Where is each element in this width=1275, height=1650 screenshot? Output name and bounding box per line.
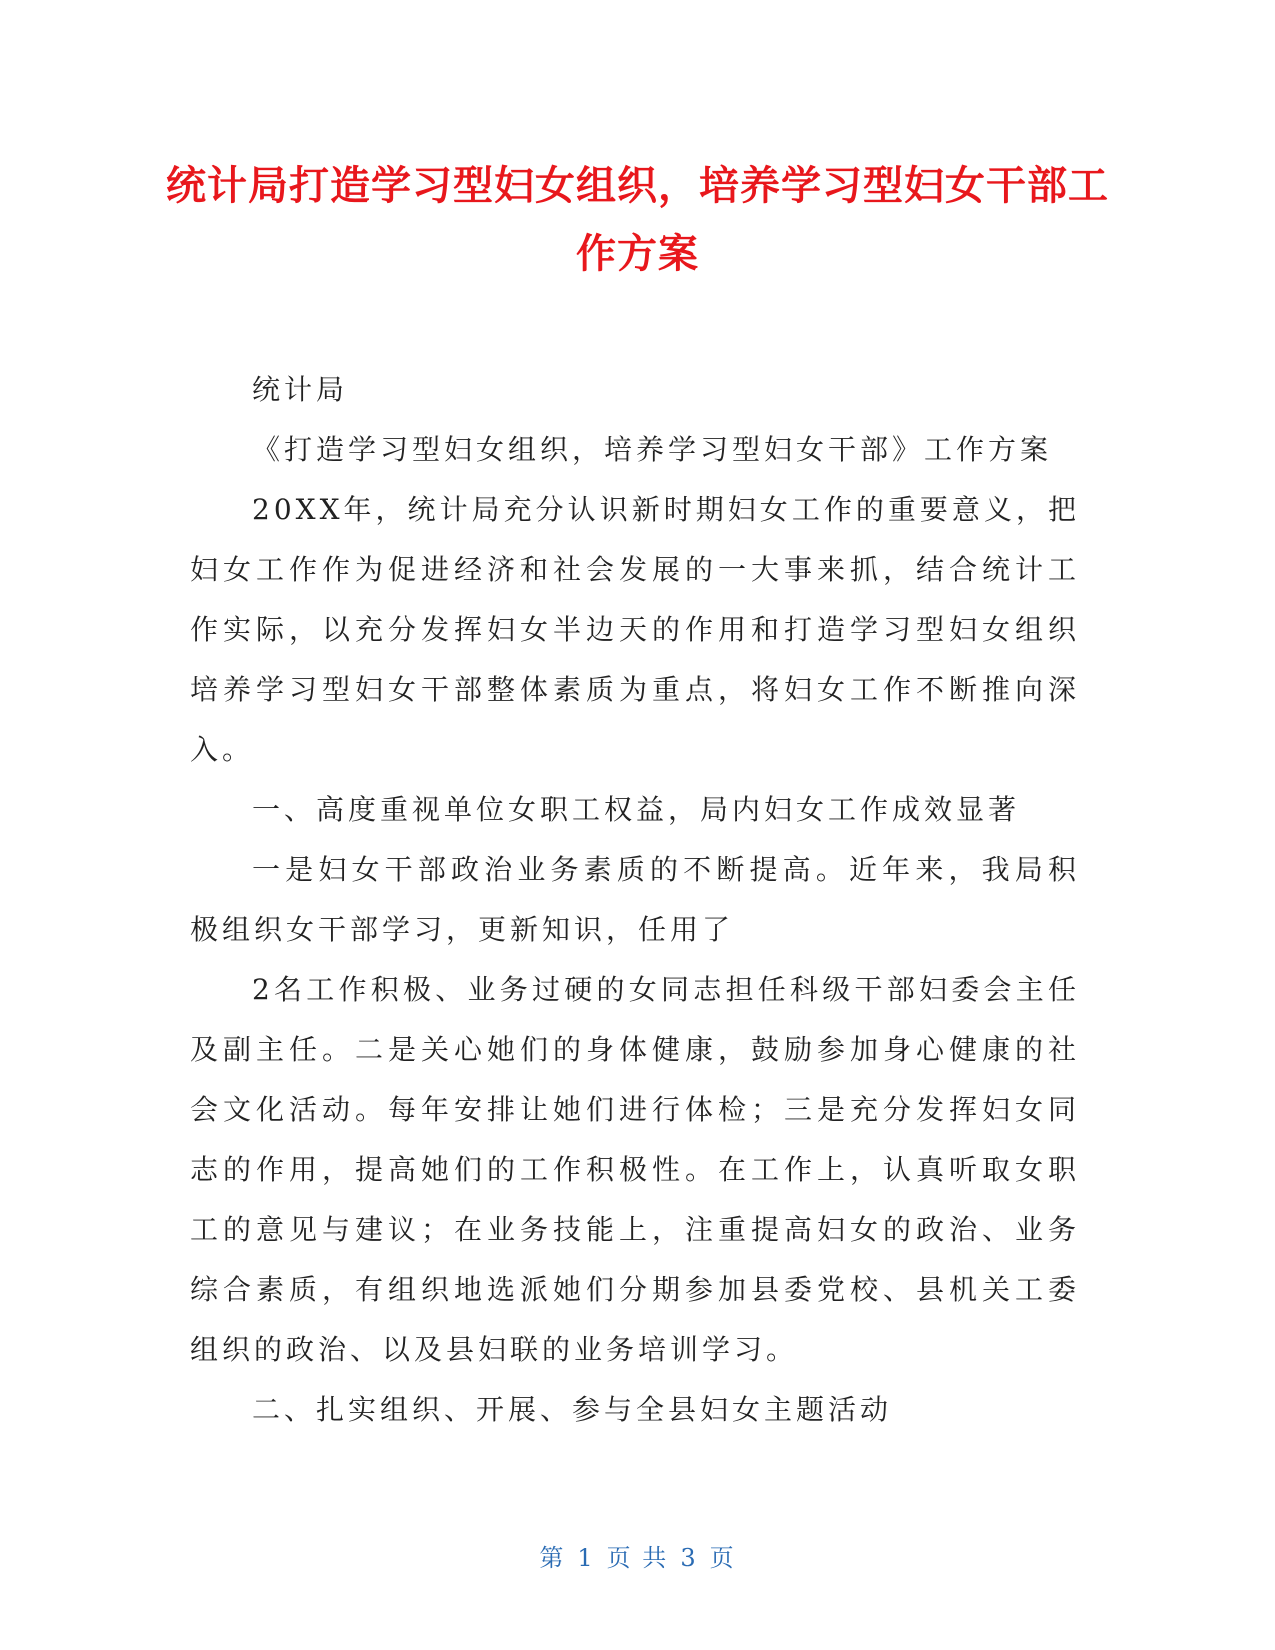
- footer-total-pages: 3: [680, 1544, 698, 1572]
- section-heading-2: 二、扎实组织、开展、参与全县妇女主题活动: [252, 1393, 893, 1426]
- footer-page-prefix: 第: [539, 1544, 566, 1572]
- paragraph-organization: 统计局: [252, 373, 349, 406]
- paragraph-point-1-continued: 2名工作积极、业务过硬的女同志担任科级干部妇委会主任及副主任。二是关心她们的身体健康，鼓励参加身心健康的社会文化活动。每年安排让她们进行体检；三是充分发挥妇女同志的作用，提高她们的工作积极性。在工作上，认真听取女职工的意见与建议；在业务技能上，注重提高妇女的政治、业务综合素质，有组织地选派她们分期参加县委党校、县机关工委组织的政治、以及县妇联的业务培训学习。: [190, 973, 1080, 1366]
- section-heading-1: 一、高度重视单位女职工权益，局内妇女工作成效显著: [252, 793, 1021, 826]
- document-title: 统计局打造学习型妇女组织，培养学习型妇女干部工作方案: [166, 163, 1109, 277]
- paragraph-plan-name: 《打造学习型妇女组织，培养学习型妇女干部》工作方案: [252, 433, 1053, 466]
- paragraph-point-1: 一是妇女干部政治业务素质的不断提高。近年来，我局积极组织女干部学习，更新知识，任用了: [190, 853, 1080, 946]
- footer-current-page: 1: [577, 1544, 595, 1572]
- document-body: [190, 360, 1080, 1440]
- page-number-footer: [0, 1538, 1275, 1573]
- footer-page-mid: 页 共: [606, 1544, 669, 1572]
- paragraph-intro: 20XX年，统计局充分认识新时期妇女工作的重要意义，把妇女工作作为促进经济和社会发展的一大事来抓，结合统计工作实际，以充分发挥妇女半边天的作用和打造学习型妇女组织培养学习型妇女干部整体素质为重点，将妇女工作不断推向深入。: [190, 493, 1080, 766]
- footer-page-suffix: 页: [709, 1544, 736, 1572]
